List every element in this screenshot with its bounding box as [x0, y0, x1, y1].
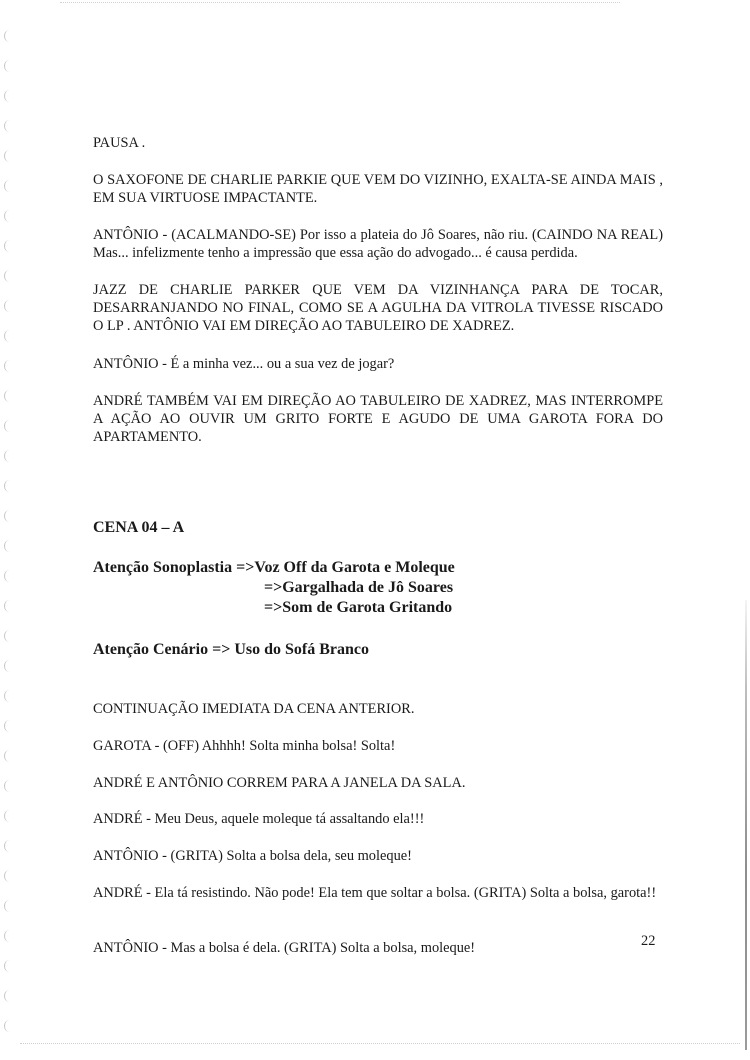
dialogue-antonio-4: ANTÔNIO - Mas a bolsa é dela. (GRITA) Solta a bolsa, moleque! [93, 940, 476, 956]
sound-note-line-1: Atenção Sonoplastia =>Voz Off da Garota e Moleque [93, 559, 455, 576]
stage-direction-andre: ANDRÉ TAMBÉM VAI EM DIREÇÃO AO TABULEIRO DE XADREZ, MAS INTERROMPE A AÇÃO AO OUVIR UM GRITO FORTE E AGUDO DE UMA GAROTA FORA DO APARTAMENTO. [93, 393, 663, 445]
binding-margin [4, 30, 18, 1040]
stage-direction-continuation: CONTINUAÇÃO IMEDIATA DA CENA ANTERIOR. [93, 701, 415, 717]
set-note: Atenção Cenário => Uso do Sofá Branco [93, 641, 369, 658]
stage-direction-jazz: JAZZ DE CHARLIE PARKER QUE VEM DA VIZINHANÇA PARA DE TOCAR, DESARRANJANDO NO FINAL, COMO SE A AGULHA DA VITROLA TIVESSE RISCADO O LP . ANTÔNIO VAI EM DIREÇÃO AO TABULEIRO DE XADREZ. [93, 282, 663, 334]
scene-title: CENA 04 – A [93, 519, 185, 536]
dialogue-antonio-3: ANTÔNIO - (GRITA) Solta a bolsa dela, seu moleque! [93, 848, 412, 864]
dialogue-garota: GAROTA - (OFF) Ahhhh! Solta minha bolsa! Solta! [93, 738, 396, 754]
dialogue-andre-1: ANDRÉ - Meu Deus, aquele moleque tá assaltando ela!!! [93, 811, 425, 827]
sound-note-line-3: =>Som de Garota Gritando [264, 599, 453, 616]
scan-artifact-right-edge [745, 600, 747, 1050]
stage-direction-saxophone: O SAXOFONE DE CHARLIE PARKIE QUE VEM DO VIZINHO, EXALTA-SE AINDA MAIS , EM SUA VIRTUOSE IMPACTANTE. [93, 172, 663, 206]
sound-note-line-2: =>Gargalhada de Jô Soares [264, 579, 454, 596]
dialogue-andre-2: ANDRÉ - Ela tá resistindo. Não pode! Ela tem que soltar a bolsa. (GRITA) Solta a bolsa, garota!! [93, 885, 657, 901]
scan-artifact-bottom [20, 1043, 740, 1045]
dialogue-antonio-2: ANTÔNIO - É a minha vez... ou a sua vez de jogar? [93, 356, 395, 372]
dialogue-antonio-1: ANTÔNIO - (ACALMANDO-SE) Por isso a plateia do Jô Soares, não riu. (CAINDO NA REAL) Mas... infelizmente tenho a impressão que essa ação do advogado... é causa perdida. [93, 227, 663, 261]
stage-direction-pause: PAUSA . [93, 135, 146, 151]
page-number: 22 [641, 933, 656, 949]
scan-artifact-top [60, 2, 620, 4]
stage-direction-window: ANDRÉ E ANTÔNIO CORREM PARA A JANELA DA SALA. [93, 775, 466, 791]
